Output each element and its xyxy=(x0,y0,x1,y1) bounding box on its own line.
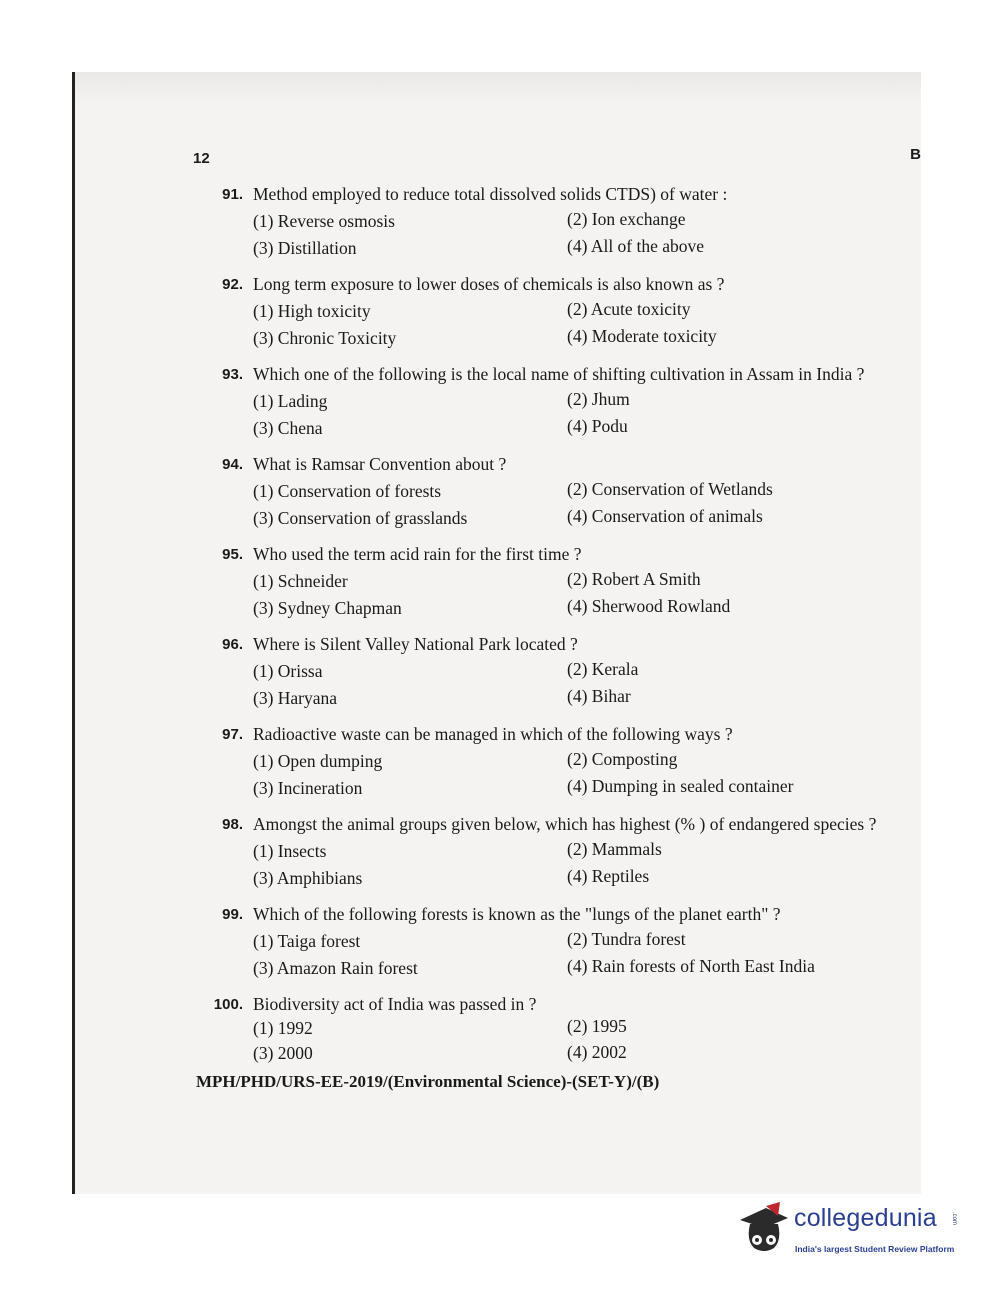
option-4: (4) All of the above xyxy=(567,236,705,256)
question-number: 91. xyxy=(222,186,243,203)
question-number: 97. xyxy=(222,726,243,743)
option-3: (3) Amphibians xyxy=(253,868,363,888)
question-95 xyxy=(205,542,920,632)
question-number: 100. xyxy=(213,996,243,1013)
question-99 xyxy=(205,902,920,992)
question-92 xyxy=(205,272,920,362)
question-text: Who used the term acid rain for the first time ? xyxy=(253,544,582,564)
question-text: Which one of the following is the local name of shifting cultivation in Assam in India ? xyxy=(253,364,865,384)
question-text: Amongst the animal groups given below, which has highest (% ) of endangered species ? xyxy=(253,814,877,834)
logo-wordmark: collegedunia xyxy=(794,1204,937,1232)
option-2: (2) Mammals xyxy=(567,839,662,859)
option-2: (2) Acute toxicity xyxy=(567,299,691,319)
logo-tagline: India's largest Student Review Platform xyxy=(795,1244,955,1254)
option-3: (3) Amazon Rain forest xyxy=(253,958,418,978)
question-100 xyxy=(205,992,920,1072)
option-3: (3) 2000 xyxy=(253,1043,313,1063)
page-number: 12 xyxy=(193,150,210,167)
question-list xyxy=(205,182,920,1072)
option-2: (2) Composting xyxy=(567,749,678,769)
option-4: (4) Sherwood Rowland xyxy=(567,596,731,616)
question-number: 94. xyxy=(222,456,243,473)
question-number: 92. xyxy=(222,276,243,293)
scanned-page xyxy=(72,72,921,1194)
question-number: 98. xyxy=(222,816,243,833)
option-1: (1) Lading xyxy=(253,391,328,411)
question-number: 95. xyxy=(222,546,243,563)
option-4: (4) Conservation of animals xyxy=(567,506,763,526)
option-3: (3) Sydney Chapman xyxy=(253,598,402,618)
option-1: (1) Open dumping xyxy=(253,751,383,771)
question-number: 99. xyxy=(222,906,243,923)
graduate-mascot-icon xyxy=(736,1200,792,1256)
option-1: (1) Taiga forest xyxy=(253,931,361,951)
question-number: 93. xyxy=(222,366,243,383)
question-text: Long term exposure to lower doses of chemicals is also known as ? xyxy=(253,274,725,294)
question-text: Which of the following forests is known as the "lungs of the planet earth" ? xyxy=(253,904,781,924)
option-4: (4) Podu xyxy=(567,416,628,436)
question-93 xyxy=(205,362,920,452)
option-1: (1) Conservation of forests xyxy=(253,481,442,501)
option-4: (4) Bihar xyxy=(567,686,631,706)
option-3: (3) Incineration xyxy=(253,778,363,798)
option-2: (2) Tundra forest xyxy=(567,929,686,949)
option-1: (1) Schneider xyxy=(253,571,348,591)
option-2: (2) 1995 xyxy=(567,1016,627,1036)
question-94 xyxy=(205,452,920,542)
option-1: (1) Reverse osmosis xyxy=(253,211,395,231)
option-4: (4) 2002 xyxy=(567,1042,627,1062)
question-91 xyxy=(205,182,920,272)
question-98 xyxy=(205,812,920,902)
set-letter: B xyxy=(910,146,921,163)
question-97 xyxy=(205,722,920,812)
exam-code-footer: MPH/PHD/URS-EE-2019/(Environmental Science)-(SET-Y)/(B) xyxy=(196,1072,660,1091)
option-3: (3) Conservation of grasslands xyxy=(253,508,468,528)
option-3: (3) Distillation xyxy=(253,238,357,258)
option-2: (2) Kerala xyxy=(567,659,639,679)
option-3: (3) Chena xyxy=(253,418,323,438)
option-2: (2) Conservation of Wetlands xyxy=(567,479,773,499)
option-1: (1) 1992 xyxy=(253,1018,313,1038)
question-text: Method employed to reduce total dissolved solids CTDS) of water : xyxy=(253,184,728,204)
option-4: (4) Reptiles xyxy=(567,866,650,886)
option-4: (4) Rain forests of North East India xyxy=(567,956,815,976)
option-4: (4) Moderate toxicity xyxy=(567,326,717,346)
option-4: (4) Dumping in sealed container xyxy=(567,776,794,796)
option-1: (1) Orissa xyxy=(253,661,323,681)
question-number: 96. xyxy=(222,636,243,653)
option-1: (1) Insects xyxy=(253,841,327,861)
question-text: Where is Silent Valley National Park located ? xyxy=(253,634,578,654)
collegedunia-logo xyxy=(736,1196,966,1266)
option-2: (2) Jhum xyxy=(567,389,630,409)
question-text: Radioactive waste can be managed in which of the following ways ? xyxy=(253,724,733,744)
logo-tld: .com xyxy=(951,1212,957,1226)
option-3: (3) Chronic Toxicity xyxy=(253,328,397,348)
question-text: What is Ramsar Convention about ? xyxy=(253,454,507,474)
option-1: (1) High toxicity xyxy=(253,301,371,321)
question-96 xyxy=(205,632,920,722)
option-2: (2) Robert A Smith xyxy=(567,569,701,589)
question-text: Biodiversity act of India was passed in ? xyxy=(253,994,537,1014)
option-2: (2) Ion exchange xyxy=(567,209,686,229)
option-3: (3) Haryana xyxy=(253,688,338,708)
